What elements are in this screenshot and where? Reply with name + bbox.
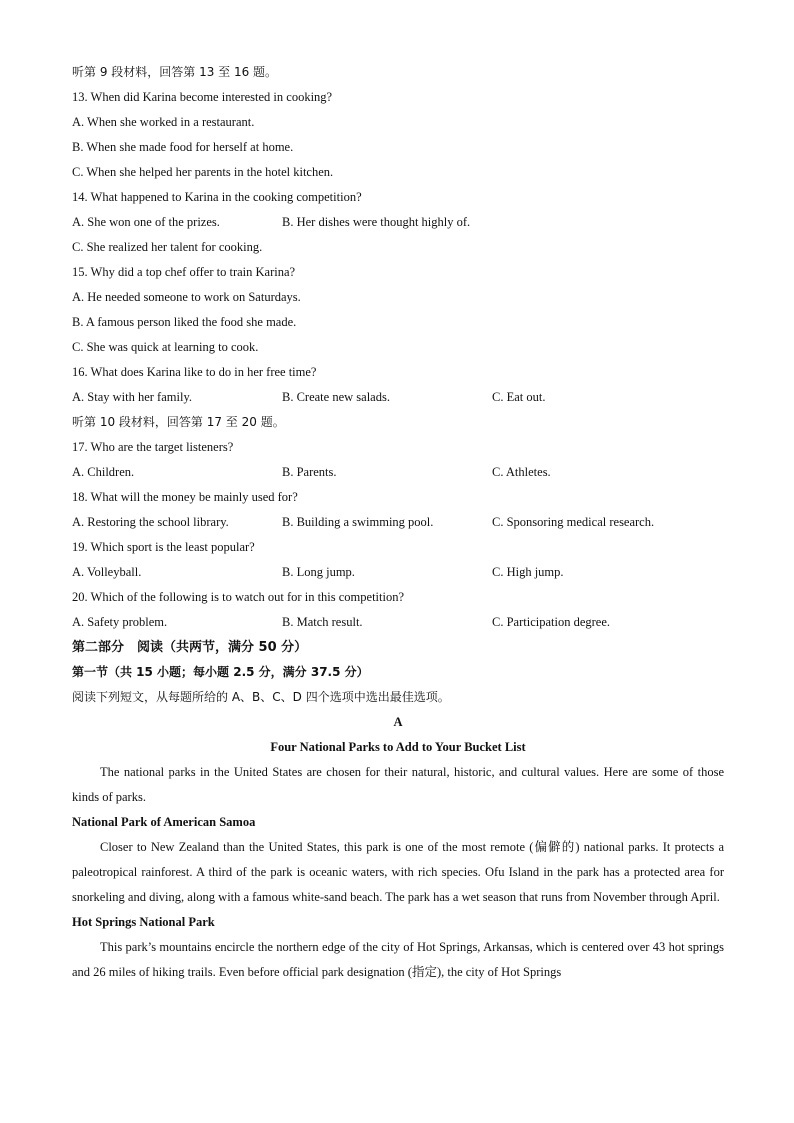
option-20b: B. Match result.: [282, 615, 363, 629]
option-17a: A. Children.: [72, 465, 135, 479]
option-17c: C. Athletes.: [492, 465, 551, 479]
question-19: 19. Which sport is the least popular?: [72, 540, 255, 554]
section-one-title: 第一节（共 15 小题；每小题 2.5 分，满分 37.5 分）: [72, 665, 369, 679]
option-19c: C. High jump.: [492, 565, 564, 579]
option-15b: B. A famous person liked the food she made.: [72, 315, 297, 329]
park2-paragraph: This park’s mountains encircle the northern edge of the city of Hot Springs, Arkansas, which is centered over 43 hot springs and 26 miles of hiking trails. Even before official park designation (指定), the city of Hot Springs: [72, 940, 724, 979]
option-18b: B. Building a swimming pool.: [282, 515, 434, 529]
option-20c: C. Participation degree.: [492, 615, 611, 629]
option-13a: A. When she worked in a restaurant.: [72, 115, 255, 129]
passage-intro: The national parks in the United States are chosen for their natural, historic, and cultural values. Here are some of those kinds of parks.: [72, 765, 724, 804]
option-15a: A. He needed someone to work on Saturdays.: [72, 290, 301, 304]
option-19b: B. Long jump.: [282, 565, 355, 579]
options-18-row: [72, 510, 724, 535]
reading-instruction: 阅读下列短文，从每题所给的 A、B、C、D 四个选项中选出最佳选项。: [72, 690, 450, 704]
passage-title: Four National Parks to Add to Your Bucket List: [270, 740, 526, 754]
park1-paragraph: Closer to New Zealand than the United States, this park is one of the most remote (偏僻的) national parks. It protects a paleotropical rainforest. A third of the park is oceanic waters, with rich species. Ofu Island in the park has a protected area for snorkeling and diving, along with a famous white-sand beach. The park has a wet season that runs from November through April.: [72, 840, 724, 904]
option-16c: C. Eat out.: [492, 390, 546, 404]
question-14: 14. What happened to Karina in the cooking competition?: [72, 190, 362, 204]
option-20a: A. Safety problem.: [72, 615, 168, 629]
question-13: 13. When did Karina become interested in cooking?: [72, 90, 333, 104]
option-19a: A. Volleyball.: [72, 565, 142, 579]
options-16-row: [72, 385, 724, 410]
option-13c: C. When she helped her parents in the hotel kitchen.: [72, 165, 334, 179]
option-16b: B. Create new salads.: [282, 390, 390, 404]
question-15: 15. Why did a top chef offer to train Karina?: [72, 265, 296, 279]
question-16: 16. What does Karina like to do in her free time?: [72, 365, 317, 379]
options-20-row: [72, 610, 724, 635]
question-18: 18. What will the money be mainly used for?: [72, 490, 298, 504]
instruction-9: 听第 9 段材料，回答第 13 至 16 题。: [72, 65, 278, 79]
option-15c: C. She was quick at learning to cook.: [72, 340, 259, 354]
option-16a: A. Stay with her family.: [72, 390, 193, 404]
question-20: 20. Which of the following is to watch out for in this competition?: [72, 590, 405, 604]
question-17: 17. Who are the target listeners?: [72, 440, 234, 454]
option-14a: A. She won one of the prizes.: [72, 215, 220, 229]
passage-letter: A: [393, 715, 403, 729]
option-17b: B. Parents.: [282, 465, 337, 479]
park2-heading: Hot Springs National Park: [72, 915, 215, 929]
options-14-row: [72, 210, 724, 235]
park1-heading: National Park of American Samoa: [72, 815, 256, 829]
part-two-title: 第二部分 阅读（共两节，满分 50 分）: [72, 640, 308, 655]
option-13b: B. When she made food for herself at home.: [72, 140, 294, 154]
option-18a: A. Restoring the school library.: [72, 515, 229, 529]
instruction-10: 听第 10 段材料，回答第 17 至 20 题。: [72, 415, 285, 429]
options-17-row: [72, 460, 724, 485]
options-19-row: [72, 560, 724, 585]
option-18c: C. Sponsoring medical research.: [492, 515, 655, 529]
option-14b: B. Her dishes were thought highly of.: [282, 215, 471, 229]
exam-page: [72, 60, 724, 985]
option-14c: C. She realized her talent for cooking.: [72, 240, 263, 254]
